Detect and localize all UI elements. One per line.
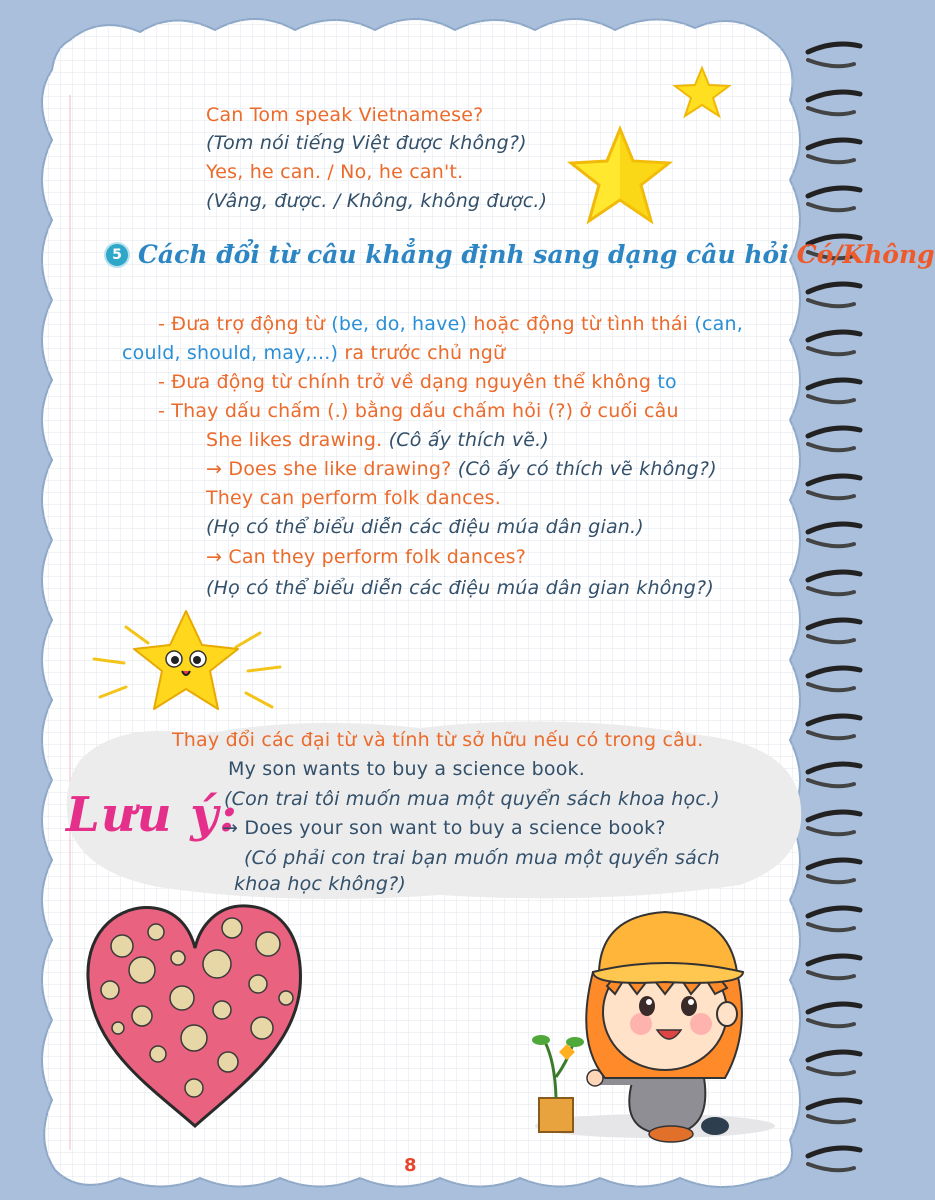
rule-1-modals-start: (can, [694,313,744,335]
note-example-vi: (Con trai tôi muốn mua một quyển sách khoa học.) [224,788,720,810]
example-answer-en: Yes, he can. / No, he can't. [206,161,464,183]
rule-1-text: - Đưa trợ động từ [158,313,325,335]
rule-2-to: to [657,371,677,393]
note-question-vi-line-1: (Có phải con trai bạn muốn mua một quyển sách [244,847,720,869]
note-label: Lưu ý: [66,787,238,843]
example-1-question-en: → Does she like drawing? [206,458,452,480]
example-1-question-vi: (Cô ấy có thích vẽ không?) [457,458,717,480]
example-2-question-vi: (Họ có thể biểu diễn các điệu múa dân gian không?) [206,577,714,599]
section-title-highlight: Có/Không [796,240,935,269]
example-2-vi: (Họ có thể biểu diễn các điệu múa dân gian.) [206,516,644,538]
rule-3: - Thay dấu chấm (.) bằng dấu chấm hỏi (?) ở cuối câu [158,400,679,422]
smiling-star-icon [86,605,286,725]
big-star-icon [565,125,675,225]
spiral-binding [804,0,864,1200]
small-star-icon [672,66,732,118]
example-1-sentence: She likes drawing. [206,429,383,451]
rule-1-line-1 [158,313,743,336]
example-2-question-en: → Can they perform folk dances? [206,546,527,568]
example-1-translation: (Cô ấy thích vẽ.) [388,429,550,451]
rule-1-text-2: hoặc động từ tình thái [473,313,689,335]
rule-1-text-3: ra trước chủ ngữ [344,342,506,364]
note-rule: Thay đổi các đại từ và tính từ sở hữu nếu có trong câu. [172,729,704,751]
example-question-vi: (Tom nói tiếng Việt được không?) [206,132,527,154]
example-answer-vi: (Vâng, được. / Không, không được.) [206,190,548,212]
polka-dot-heart-icon [82,898,308,1134]
example-question-en: Can Tom speak Vietnamese? [206,104,484,126]
rule-2-text: - Đưa động từ chính trở về dạng nguyên thể không [158,371,652,393]
section-title: Cách đổi từ câu khẳng định sang dạng câu hỏi [138,240,789,269]
section-number-badge: 5 [104,242,130,268]
note-question-vi-line-2: khoa học không?) [234,873,406,895]
rule-1-line-2 [122,342,505,365]
page-number: 8 [404,1155,417,1176]
note-example-en: My son wants to buy a science book. [228,758,585,780]
girl-with-plant-illustration [515,902,775,1144]
example-2-en: They can perform folk dances. [206,487,501,509]
note-question-en: → Does your son want to buy a science book? [222,817,666,839]
rule-1-modals-end: could, should, may,...) [122,342,339,364]
example-1-question [206,458,717,481]
example-1-en [206,429,549,452]
rule-1-auxiliaries: (be, do, have) [331,313,468,335]
rule-2 [158,371,677,394]
section-5-heading [104,240,935,269]
